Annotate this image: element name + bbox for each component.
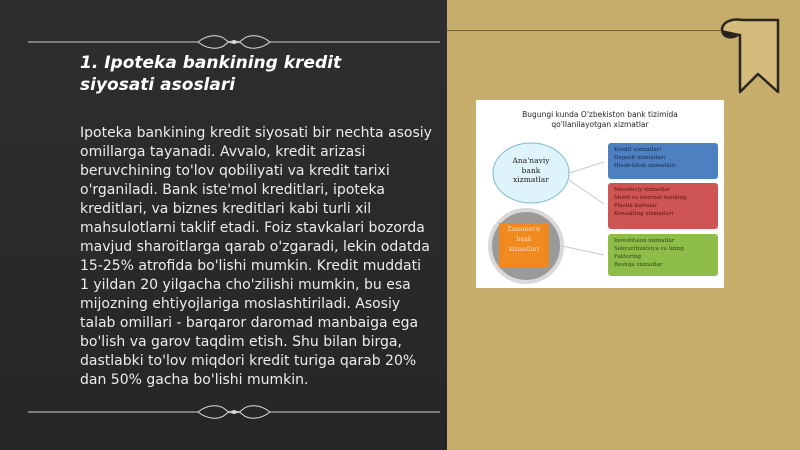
green-item: Boshqa xizmatlar xyxy=(614,262,663,268)
traditional-line3: xizmatlar xyxy=(513,175,549,184)
modern-line1: Zamonaviy xyxy=(507,226,541,233)
bookmark-icon xyxy=(718,16,784,96)
blue-item: Kredit xizmatlari xyxy=(614,147,662,153)
green-item: Sekyuritizatsiya va lizing xyxy=(614,246,684,252)
slide-body-text: Ipoteka bankining kredit siyosati bir nechta asosiy omillarga tayanadi. Avvalo, kredit arizasi beruvchining to'lov qobiliyati va kredit tarixi o'rganiladi. Bank iste'mol kreditlari, ipoteka kreditlari, va biznes kreditlari kabi turli xil mahsulotlarni taklif etadi. Foiz stavkalari bozorda mavjud sharoitlarga qarab o'zgaradi, lekin odatda 15-25% atrofida bo'lishi mumkin. Kredit muddati 1 yildan 20 yilgacha cho'zilishi mumkin, bu esa mijozning ehtiyojlariga moslashtiriladi. Asosiy talab omillari - barqaror daromad manbaiga ega bo'lish va garov taqdim etish. Shu bilan birga, dastlabki to'lov miqdori kredit turiga qarab 20% dan 50% gacha bo'lishi mumkin. xyxy=(80,125,432,388)
red-item: Konsalting xizmatlari xyxy=(614,211,674,217)
traditional-services-label xyxy=(496,156,566,185)
green-item: Investitsion xizmatlar xyxy=(614,238,675,244)
diagram-title-line2: qo'llanilayotgan xizmatlar xyxy=(551,120,649,129)
red-item: Masofaviy xizmatlar xyxy=(614,187,671,193)
blue-item: Hisob-kitob xizmatlari xyxy=(614,163,676,169)
green-services-box xyxy=(608,234,718,276)
modern-line2: bank xyxy=(516,236,532,243)
blue-item: Depozit xizmatlari xyxy=(614,155,666,161)
slide-heading: 1. Ipoteka bankining kredit siyosati asoslari xyxy=(80,53,342,95)
green-item: Faktoring xyxy=(614,254,642,260)
blue-services-box xyxy=(608,143,718,179)
modern-services-box xyxy=(499,223,549,267)
ornament-top-divider xyxy=(28,32,440,52)
ornament-bottom-divider xyxy=(28,402,440,422)
red-item: Mobil va internet banking xyxy=(614,195,687,201)
diagram-title-line1: Bugungi kunda O'zbekiston bank tizimida xyxy=(522,110,678,119)
modern-line3: xizmatlari xyxy=(508,246,540,253)
red-item: Plastik kartalar xyxy=(614,203,658,209)
traditional-line1: Ana'naviy xyxy=(512,156,550,165)
services-diagram xyxy=(476,100,724,288)
traditional-line2: bank xyxy=(521,165,541,175)
red-services-box xyxy=(608,183,718,229)
